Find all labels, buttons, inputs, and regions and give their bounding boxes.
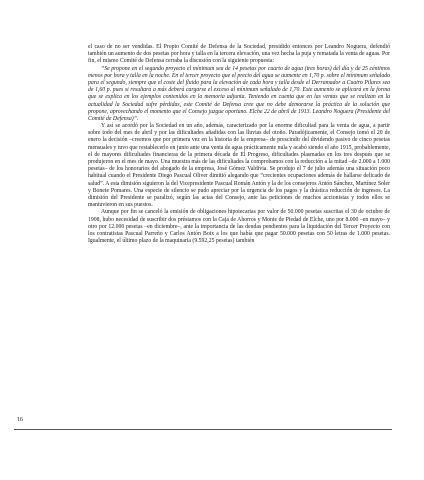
footer-rule xyxy=(14,429,392,430)
body-text xyxy=(88,44,390,245)
quoted-proposal: “Se propone en el segundo proyecto el mínimum sea de 14 pesetas por cuarto de agua (tres horas) del día y de 25 céntimos menos por hora y talla en la noche. En el tercer proyecto que el precio del agua se aumente en 1,70 p. sobre el mínimum señalado para el segundo, siempre que el coste del fluido para la elevación de cada hora y talla desde el Derramador a Cuatro Pilares sea de 1,60 p. pues si resultara a más deberá cargarse el exceso al mínimum señalado de 1,70. Este aumento se aplicará en la forma que se explica en los ejemplos contenidos en la memoria adjunta. Teniendo en cuenta que en las ventas que se realizan en la actualidad la Sociedad sufre pérdidas, este Comité de Defensa cree que no debe demorarse la práctica de la solución que propone, aprovechando el momento que el Consejo juzgue oportuno. Elche 22 de abril de 1913. Leandro Noguera (Presidente del Comité de Defensa)”. xyxy=(88,65,390,122)
paragraph: Aunque por fin se canceló la emisión de obligaciones hipotecarias por valor de 50.000 pesetas suscritas el 30 de octubre de 1908, hubo necesidad de suscribir dos préstamos con la Caja de Ahorros y Monte de Piedad de Elche, uno por 8.000 –en mayo– y otro por 12.000 pesetas –en diciembre–, ante la importancia de las deudas pendientes para la liquidación del Tercer Proyecto con los contratistas Pascual Parreño y Carlos Antón Boix a los que había que pagar 50.000 pesetas con 50 letras de 1.000 pesetas. Igualmente, el último plazo de la maquinaria (9.592,25 pesetas) también xyxy=(88,209,390,245)
paragraph: Y así se acordó por la Sociedad en un año, además, caracterizado por la enorme dificultad para la venta de agua, a partir sobre todo del mes de abril y por las dificultades añadidas con las lluvias del otoño. Paradójicamente, el Consejo tomó el 20 de enero la decisión –creemos que por primera vez en la historia de la empresa– de prescindir del dividendo pasivo de cinco pesetas mensuales y tuvo que restablecerlo en junio ante una venta de agua prácticamente nula y acabó siendo el año 1915, probablemente, el de mayores dificultades financieras de la primera década de El Progreso, dificultades plasmadas en los tres después que se produjeron en el mes de mayo. Una muestra más de las dificultades la comprobamos con la reducción a la mitad –de 2.000 a 1.000 pesetas– de los honorarios del abogado de la empresa, José Gómez Valdivia. Se produjo el 7 de julio además una situación poco habitual cuando el Presidente Diego Pascual Oliver dimitió alegando que “crecientes ocupaciones además de hallarse delicado de salud”. A esta dimisión siguieron la del Vicepresidente Pascual Román Antón y la de los consejeros Antón Sánchez, Martínez Soler y Bonete Pomares. Una especie de silencio se pudo apreciar por la urgencia de los pagos y la drástica reducción de ingresos. La dimisión del Presidente se paralizó, según las actas del Consejo, ante las peticiones de muchos accionistas y todos ellos se mantuvieron en sus puestos. xyxy=(88,123,390,209)
page-number: 16 xyxy=(17,417,23,423)
paragraph: el caso de no ser vendidas. El Propio Comité de Defensa de la Sociedad, presidido entonces por Leandro Noguera, defendió también un aumento de dos pesetas por hora y talla en la tercera elevación, una vez hecha la puja y rematada la venta de aguas. Por fin, el mismo Comité de Defensa cerraba la discusión con la siguiente propuesta: xyxy=(88,44,390,65)
